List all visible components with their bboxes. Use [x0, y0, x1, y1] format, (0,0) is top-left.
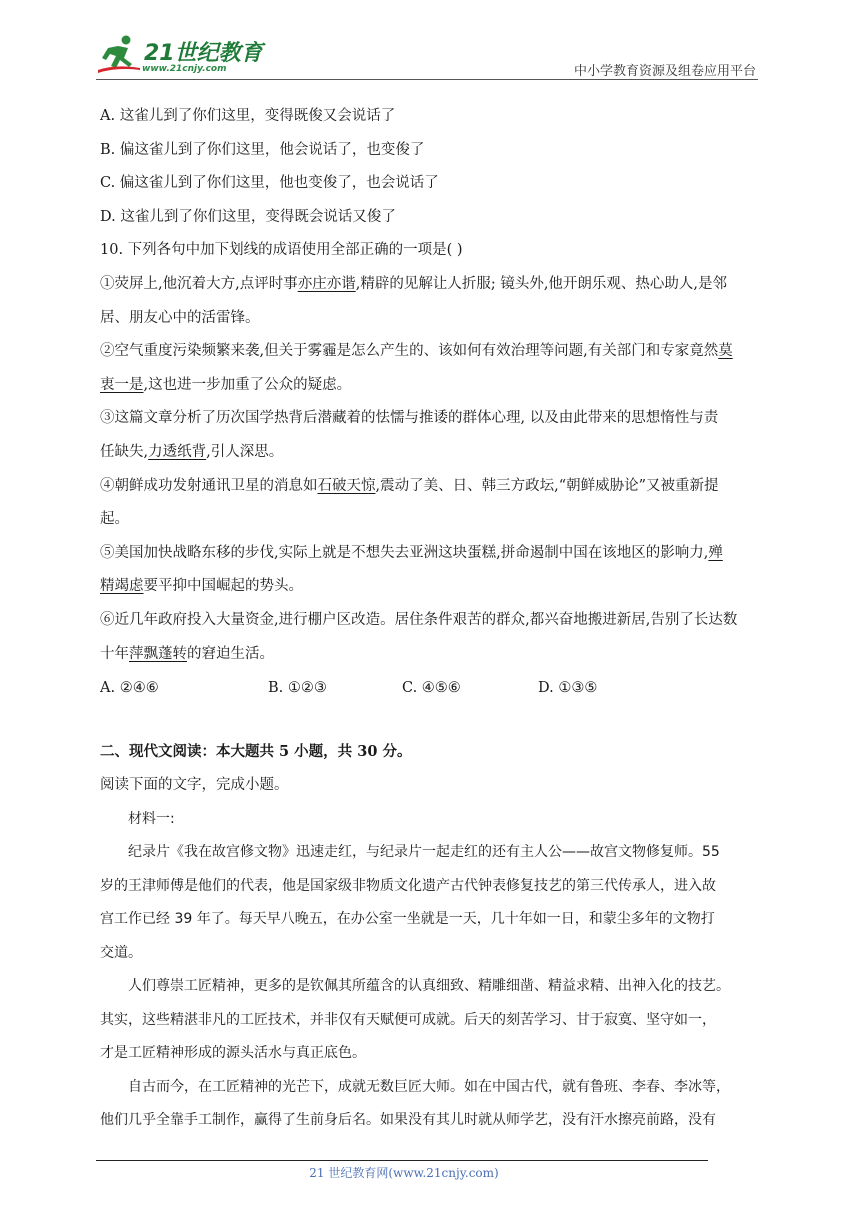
brand-name: 21世纪教育: [144, 41, 263, 66]
runner-logo-icon: [96, 34, 142, 76]
header-divider: [96, 79, 758, 80]
page-header: [0, 0, 860, 82]
q10-sentence-1: [100, 268, 762, 302]
q9-option-d: D. 这雀儿到了你们这里，变得既会说话又俊了: [100, 208, 396, 225]
q10-sentence-3-cont: [100, 436, 762, 470]
q9-option-a: A. 这雀儿到了你们这里，变得既俊又会说话了: [100, 108, 396, 124]
q10-sentence-3: ③这篇文章分析了历次国学热背后潜藏着的怯懦与推诿的群体心理, 以及由此带来的思想惰性与责: [100, 410, 719, 427]
p1-line-4: 交道。: [100, 944, 142, 961]
brand-site: www.21cnjy.com: [142, 64, 227, 74]
s6-text-b: 十年: [100, 645, 129, 662]
s5-text-b: 要平抑中国崛起的势头。: [143, 578, 303, 595]
q10-option-d: D. ①③⑤: [538, 680, 598, 697]
s4-text-a: ④朝鲜成功发射通讯卫星的消息如: [100, 477, 318, 494]
s5-idiom-part2: 精竭虑: [100, 578, 144, 595]
s2-text-a: ②空气重度污染频繁来袭,但关于雾霾是怎么产生的、该如何有效治理等问题,有关部门和专家竟然: [100, 343, 719, 360]
s2-idiom-part1: 莫: [718, 343, 733, 360]
p3-line-2: 他们几乎全靠手工制作，赢得了生前身后名。如果没有其儿时就从师学艺，没有汗水擦亮前路，没有: [100, 1112, 716, 1129]
p1-line-1: 纪录片《我在故宫修文物》迅速走红，与纪录片一起走红的还有主人公——故宫文物修复师。55: [128, 844, 720, 861]
p2-line-1: 人们尊崇工匠精神，更多的是钦佩其所蕴含的认真细致、精雕细凿、精益求精、出神入化的技艺。: [128, 978, 730, 995]
q10-options: [100, 671, 762, 705]
q10-sentence-4: [100, 470, 762, 504]
s6-idiom: 萍飘蓬转: [129, 645, 187, 662]
p3-line-1: 自古而今，在工匠精神的光芒下，成就无数巨匠大师。如在中国古代，就有鲁班、李春、李冰等，: [128, 1078, 730, 1095]
p1-line-2: 岁的王津师傅是他们的代表，他是国家级非物质文化遗产古代钟表修复技艺的第三代传承人，进入故: [100, 877, 716, 894]
s4-text-b: ,震动了美、日、韩三方政坛,“朝鲜威胁论”又被重新提: [375, 477, 719, 494]
platform-title: 中小学教育资源及组卷应用平台: [573, 64, 756, 79]
q10-stem: 10. 下列各句中加下划线的成语使用全部正确的一项是( ): [100, 242, 463, 259]
q10-sentence-1-cont: 居、朋友心中的活雷锋。: [100, 309, 260, 326]
s2-idiom-part2: 衷一是: [100, 376, 144, 393]
q10-option-a: A. ②④⑥: [100, 680, 159, 697]
p1-line-3: 宫工作已经 39 年了。每天早八晚五，在办公室一坐就是一天，几十年如一日，和蒙尘多年的文物打: [100, 911, 715, 928]
material-label: 材料一:: [128, 810, 175, 827]
paragraph-2: [100, 970, 762, 1071]
footer-divider: [96, 1160, 708, 1161]
spacer: [100, 705, 762, 735]
q9-option-b: B. 偏这雀儿到了你们这里，他会说话了，也变俊了: [100, 141, 425, 158]
s3-idiom: 力透纸背: [148, 443, 207, 460]
p2-line-3: 才是工匠精神形成的源头活水与真正底色。: [100, 1045, 366, 1062]
q10-sentence-5: [100, 537, 762, 571]
s1-text-b: ,精辟的见解让人折服; 镜头外,他开朗乐观、热心助人,是邻: [355, 275, 728, 292]
q10-sentence-2: [100, 335, 762, 369]
s3-text-b: 任缺失,: [100, 443, 149, 460]
q10-sentence-6: ⑥近几年政府投入大量资金,进行棚户区改造。居住条件艰苦的群众,都兴奋地搬进新居,告别了长达数: [100, 611, 738, 628]
s6-text-c: 的窘迫生活。: [187, 645, 274, 662]
q10-sentence-6-cont: [100, 638, 762, 672]
document-body: [100, 100, 762, 1138]
s1-idiom: 亦庄亦谐: [297, 275, 356, 292]
paragraph-3: [100, 1071, 762, 1138]
s5-text-a: ⑤美国加快战略东移的步伐,实际上就是不想失去亚洲这块蛋糕,拼命遏制中国在该地区的影响力,: [100, 544, 709, 561]
q10-option-c: C. ④⑤⑥: [402, 680, 461, 697]
page-footer: 21 世纪教育网(www.21cnjy.com): [309, 1166, 499, 1180]
s5-idiom-part1: 殚: [708, 544, 723, 561]
p2-line-2: 其实，这些精湛非凡的工匠技术，并非仅有天赋便可成就。后天的刻苦学习、甘于寂寞、坚守如一，: [100, 1011, 716, 1028]
s2-text-b: ,这也进一步加重了公众的疑虑。: [143, 376, 352, 393]
s4-idiom: 石破天惊: [317, 477, 376, 494]
site-logo: [96, 34, 266, 78]
q9-option-c: C. 偏这雀儿到了你们这里，他也变俊了，也会说话了: [100, 175, 439, 192]
s3-text-c: ,引人深思。: [206, 443, 284, 460]
paragraph-1: [100, 836, 762, 970]
section-title: 二、现代文阅读：本大题共 5 小题，共 30 分。: [100, 743, 412, 761]
q10-option-b: B. ①②③: [268, 680, 327, 697]
q10-sentence-4-cont: 起。: [100, 511, 129, 528]
section-instruction: 阅读下面的文字，完成小题。: [100, 777, 289, 794]
s1-text-a: ①荧屏上,他沉着大方,点评时事: [100, 275, 298, 292]
q10-sentence-5-cont: [100, 570, 762, 604]
q10-sentence-2-cont: [100, 369, 762, 403]
